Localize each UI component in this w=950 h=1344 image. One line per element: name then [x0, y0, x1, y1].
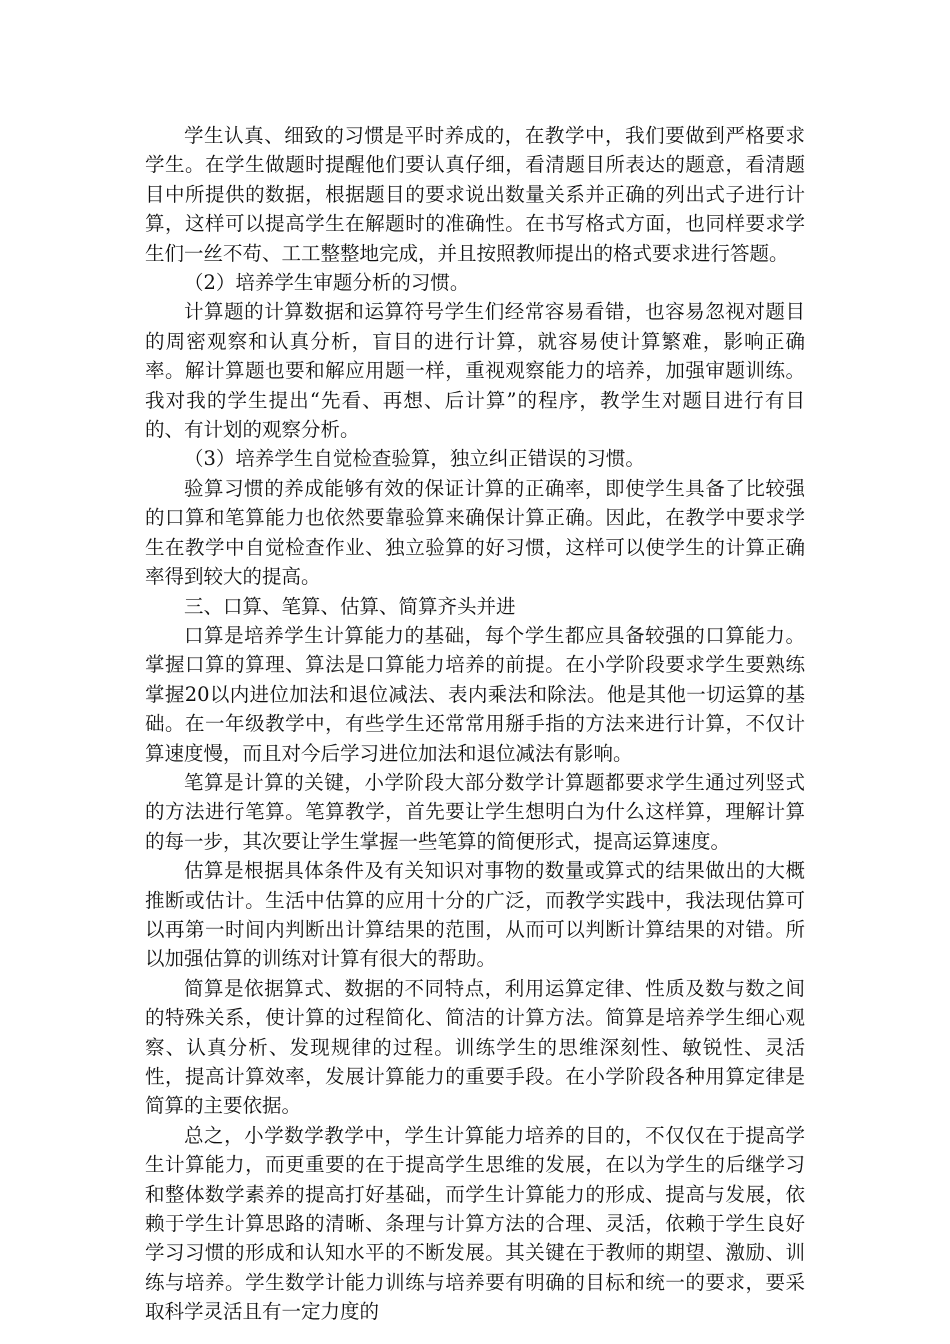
paragraph-oral-calculation: 口算是培养学生计算能力的基础，每个学生都应具备较强的口算能力。掌握口算的算理、算法是口算能力培养的前提。在小学阶段要求学生要熟练掌握20以内进位加法和退位减法、表内乘法和除法。他是其他一切运算的基础。在一年级教学中，有些学生还常常用掰手指的方法来进行计算，不仅计算速度慢，而且对今后学习进位加法和退位减法有影响。 [145, 623, 805, 765]
paragraph-self-check: 验算习惯的养成能够有效的保证计算的正确率，即使学生具备了比较强的口算和笔算能力也依然要靠验算来确保计算正确。因此，在教学中要求学生在教学中自觉检查作业、独立验算的好习惯，这样可以使学生的计算正确率得到较大的提高。 [145, 476, 805, 589]
paragraph-simplified-calculation: 简算是依据算式、数据的不同特点，利用运算定律、性质及数与数之间的特殊关系，使计算的过程简化、简洁的计算方法。简算是培养学生细心观察、认真分析、发现规律的过程。训练学生的思维深刻性、敏锐性、灵活性，提高计算效率，发展计算能力的重要手段。在小学阶段各种用算定律是简算的主要依据。 [145, 976, 805, 1118]
paragraph-estimation: 估算是根据具体条件及有关知识对事物的数量或算式的结果做出的大概推断或估计。生活中估算的应用十分的广泛，而教学实践中，我法现估算可以再第一时间内判断出计算结果的范围，从而可以判断计算结果的对错。所以加强估算的训练对计算有很大的帮助。 [145, 859, 805, 971]
subheading-review-analysis: （2）培养学生审题分析的习惯。 [184, 271, 470, 295]
paragraph-conclusion: 总之，小学数学教学中，学生计算能力培养的目的，不仅仅在于提高学生计算能力，而更重要的在于提高学生思维的发展，在以为学生的后继学习和整体数学素养的提高打好基础，而学生计算能力的形成、提高与发展，依赖于学生计算思路的清晰、条理与计算方法的合理、灵活，依赖于学生良好学习习惯的形成和认知水平的不断发展。其关键在于教师的期望、激励、训练与培养。学生数学计能力训练与培养要有明确的目标和统一的要求，要采取科学灵活且有一定力度的 [145, 1123, 805, 1324]
section-heading-calculation-methods: 三、口算、笔算、估算、简算齐头并进 [184, 594, 516, 618]
paragraph-written-calculation: 笔算是计算的关键，小学阶段大部分数学计算题都要求学生通过列竖式的方法进行笔算。笔算教学，首先要让学生想明白为什么这样算，理解计算的每一步，其次要让学生掌握一些笔算的简便形式，提高运算速度。 [145, 770, 805, 853]
document-body [145, 121, 805, 1327]
paragraph-habits-careful: 学生认真、细致的习惯是平时养成的，在教学中，我们要做到严格要求学生。在学生做题时提醒他们要认真仔细，看清题目所表达的题意，看清题目中所提供的数据，根据题目的要求说出数量关系并正确的列出式子进行计算，这样可以提高学生在解题时的准确性。在书写格式方面，也同样要求学生们一丝不苟、工工整整地完成，并且按照教师提出的格式要求进行答题。 [145, 124, 805, 265]
paragraph-review-analysis: 计算题的计算数据和运算符号学生们经常容易看错，也容易忽视对题目的周密观察和认真分析，盲目的进行计算，就容易使计算繁难，影响正确率。解计算题也要和解应用题一样，重视观察能力的培养，加强审题训练。我对我的学生提出“先看、再想、后计算”的程序，教学生对题目进行有目的、有计划的观察分析。 [145, 300, 805, 442]
subheading-self-check: （3）培养学生自觉检查验算，独立纠正错误的习惯。 [184, 447, 645, 471]
